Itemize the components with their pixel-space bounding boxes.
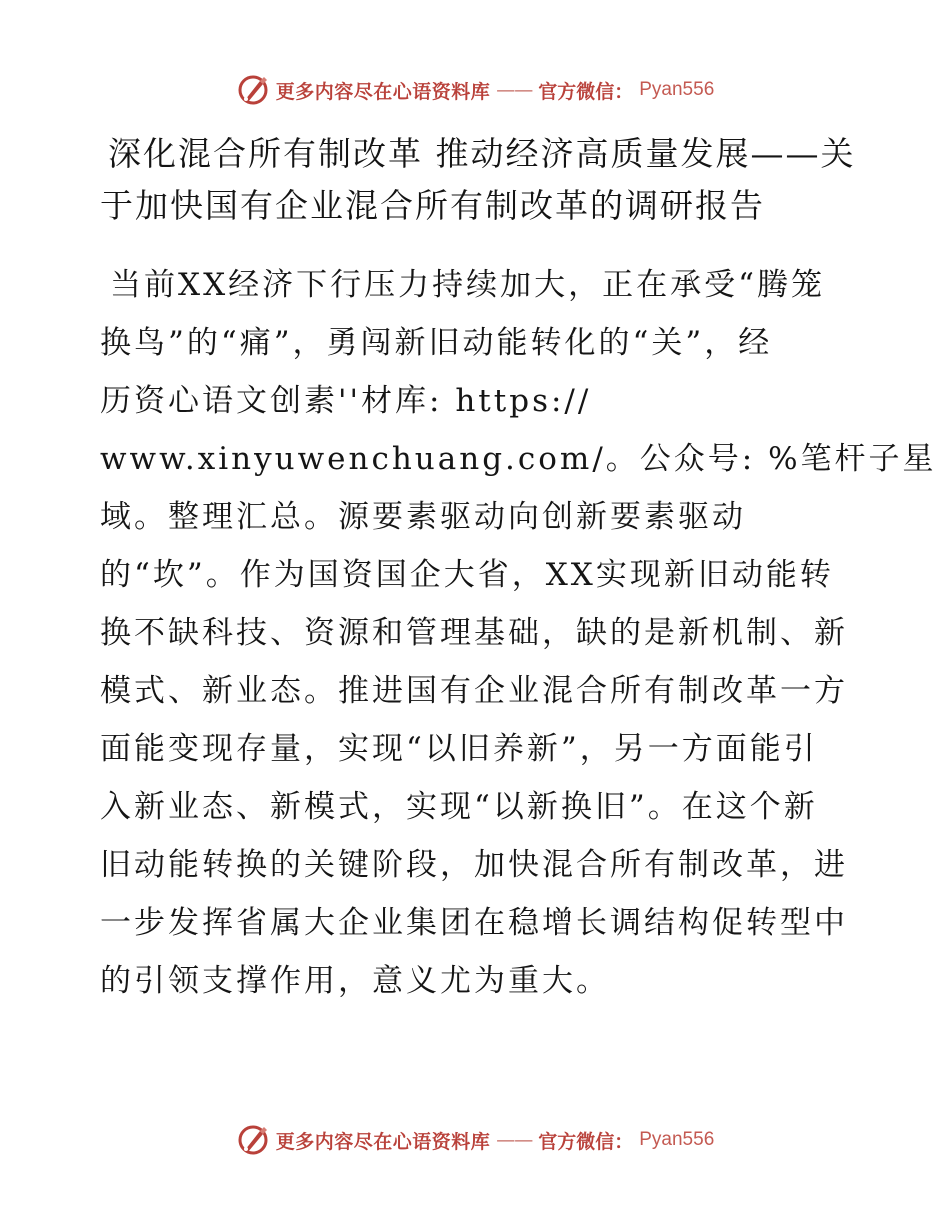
body-line: 模式、新业态。推进国有企业混合所有制改革一方: [100, 673, 848, 709]
body-line: 当前XX经济下行压力持续加大，正在承受“腾笼: [110, 267, 825, 303]
body-line: 一步发挥省属大企业集团在稳增长调结构促转型中: [100, 905, 848, 941]
footer-slogan: 更多内容尽在心语资料库: [275, 1130, 491, 1153]
body-line: 的引领支撑作用，意义尤为重大。: [100, 963, 610, 999]
title-line-2: 于加快国有企业混合所有制改革的调研报告: [100, 186, 765, 225]
body-line: 面能变现存量，实现“以旧养新”，另一方面能引: [100, 731, 818, 767]
body-line: 的“坎”。作为国资国企大省，XX实现新旧动能转: [100, 557, 834, 593]
pen-circle-logo-icon: [236, 1123, 270, 1157]
header-separator: ——: [496, 79, 533, 101]
footer-banner: [0, 1120, 950, 1160]
footer-wechat-id: Pyan556: [639, 1129, 715, 1150]
header-wechat-label: 官方微信：: [538, 80, 634, 103]
pen-circle-logo-icon: [236, 73, 270, 107]
footer-separator: ——: [496, 1129, 533, 1151]
body-line: 旧动能转换的关键阶段，加快混合所有制改革，进: [100, 847, 848, 883]
document-body: [100, 256, 937, 1010]
body-line: 换鸟”的“痛”，勇闯新旧动能转化的“关”，经: [100, 325, 773, 361]
title-line-1: 深化混合所有制改革 推动经济高质量发展——关: [108, 134, 856, 173]
body-line: 换不缺科技、资源和管理基础，缺的是新机制、新: [100, 615, 848, 651]
body-line: www.xinyuwenchuang.com/。公众号: %笔杆子星: [100, 441, 937, 477]
header-banner: [0, 70, 950, 110]
header-wechat-id: Pyan556: [639, 79, 715, 100]
footer-wechat-label: 官方微信：: [538, 1130, 634, 1153]
body-line: 入新业态、新模式，实现“以新换旧”。在这个新: [100, 789, 818, 825]
header-slogan: 更多内容尽在心语资料库: [275, 80, 491, 103]
body-line: 历资心语文创素''材库: https://: [100, 383, 592, 419]
body-line: 域。整理汇总。源要素驱动向创新要素驱动: [100, 499, 746, 535]
document-title: [100, 128, 860, 232]
